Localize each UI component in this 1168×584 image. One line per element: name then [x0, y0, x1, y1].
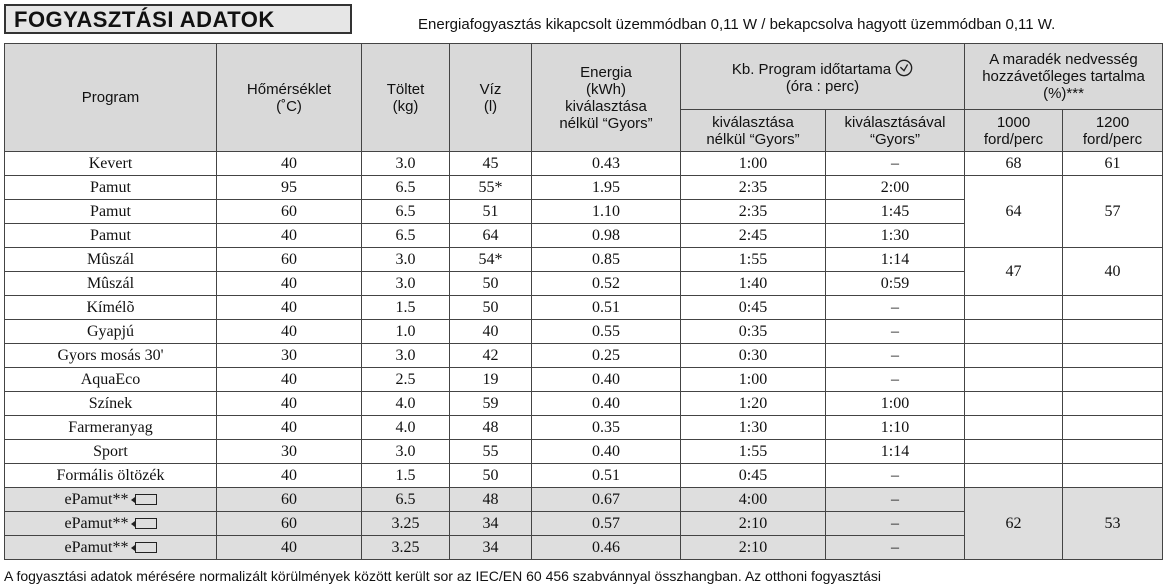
cell-program: Mûszál: [5, 272, 217, 296]
cell-water: 50: [450, 272, 532, 296]
cell-temp: 40: [217, 392, 362, 416]
cell-water: 54*: [450, 248, 532, 272]
cell-moisture-1000: 62: [965, 488, 1063, 560]
cell-temp: 40: [217, 152, 362, 176]
cell-dur-fast: –: [826, 344, 965, 368]
cell-dur-fast: 1:14: [826, 440, 965, 464]
cell-energy: 1.10: [532, 200, 681, 224]
cell-dur-fast: –: [826, 368, 965, 392]
cell-load: 3.0: [362, 248, 450, 272]
cell-dur: 1:00: [681, 368, 826, 392]
cell-load: 3.0: [362, 152, 450, 176]
cell-dur: 0:30: [681, 344, 826, 368]
cell-moisture-1000: 47: [965, 248, 1063, 296]
cell-dur: 2:45: [681, 224, 826, 248]
cell-energy: 0.67: [532, 488, 681, 512]
cell-load: 1.5: [362, 464, 450, 488]
cell-dur: 2:10: [681, 512, 826, 536]
cell-energy: 0.57: [532, 512, 681, 536]
table-row: [5, 464, 1163, 488]
cell-dur-fast: –: [826, 152, 965, 176]
cell-program: Farmeranyag: [5, 416, 217, 440]
cell-dur-fast: 1:10: [826, 416, 965, 440]
cell-load: 1.0: [362, 320, 450, 344]
cell-energy: 0.52: [532, 272, 681, 296]
cell-water: 42: [450, 344, 532, 368]
cell-dur-fast: –: [826, 536, 965, 560]
cell-water: 45: [450, 152, 532, 176]
cell-energy: 0.51: [532, 296, 681, 320]
cell-energy: 0.46: [532, 536, 681, 560]
cell-dur: 2:35: [681, 176, 826, 200]
cell-water: 34: [450, 512, 532, 536]
cell-program: Sport: [5, 440, 217, 464]
cell-load: 3.25: [362, 536, 450, 560]
cell-temp: 60: [217, 200, 362, 224]
cell-load: 3.0: [362, 440, 450, 464]
table-row: [5, 440, 1163, 464]
cell-load: 6.5: [362, 200, 450, 224]
cell-dur: 0:45: [681, 464, 826, 488]
cell-energy: 0.25: [532, 344, 681, 368]
cell-temp: 95: [217, 176, 362, 200]
cell-dur-fast: 1:14: [826, 248, 965, 272]
header-duration-without-fast: kiválasztása nélkül “Gyors”: [681, 110, 826, 152]
cell-program: ePamut**: [5, 488, 217, 512]
cell-program: Gyors mosás 30': [5, 344, 217, 368]
cell-energy: 0.40: [532, 368, 681, 392]
cell-dur-fast: –: [826, 320, 965, 344]
clock-icon: [895, 59, 913, 77]
battery-icon: [135, 542, 157, 553]
cell-dur-fast: –: [826, 512, 965, 536]
cell-load: 6.5: [362, 224, 450, 248]
cell-moisture-1200: 53: [1063, 488, 1163, 560]
cell-water: 64: [450, 224, 532, 248]
cell-program: Pamut: [5, 200, 217, 224]
cell-moisture-empty: [965, 464, 1063, 488]
cell-program: Pamut: [5, 224, 217, 248]
cell-dur-fast: 0:59: [826, 272, 965, 296]
cell-program: Gyapjú: [5, 320, 217, 344]
cell-water: 55*: [450, 176, 532, 200]
header-rpm-1200: 1200 ford/perc: [1063, 110, 1163, 152]
cell-dur-fast: –: [826, 464, 965, 488]
cell-dur-fast: 2:00: [826, 176, 965, 200]
header-residual-moisture: A maradék nedvesség hozzávetőleges tartalma (%)***: [965, 44, 1163, 110]
cell-dur: 4:00: [681, 488, 826, 512]
cell-energy: 0.51: [532, 464, 681, 488]
header-temperature: Hőmérséklet (˚C): [217, 44, 362, 152]
cell-moisture-empty: [1063, 320, 1163, 344]
cell-energy: 0.40: [532, 392, 681, 416]
cell-dur-fast: 1:00: [826, 392, 965, 416]
cell-water: 48: [450, 416, 532, 440]
cell-water: 48: [450, 488, 532, 512]
page-title: FOGYASZTÁSI ADATOK: [4, 4, 352, 34]
table-row: [5, 152, 1163, 176]
cell-water: 34: [450, 536, 532, 560]
cell-program: AquaEco: [5, 368, 217, 392]
cell-load: 4.0: [362, 416, 450, 440]
cell-program: Színek: [5, 392, 217, 416]
cell-dur: 1:55: [681, 248, 826, 272]
cell-dur-fast: –: [826, 488, 965, 512]
cell-moisture-empty: [965, 296, 1063, 320]
cell-program: Kevert: [5, 152, 217, 176]
cell-moisture-empty: [1063, 296, 1163, 320]
cell-moisture-1200: 57: [1063, 176, 1163, 248]
cell-temp: 40: [217, 320, 362, 344]
table-row: [5, 392, 1163, 416]
cell-water: 19: [450, 368, 532, 392]
table-row: [5, 296, 1163, 320]
cell-temp: 40: [217, 272, 362, 296]
cell-energy: 0.85: [532, 248, 681, 272]
cell-temp: 30: [217, 440, 362, 464]
cell-moisture-empty: [965, 344, 1063, 368]
cell-dur: 1:40: [681, 272, 826, 296]
cell-moisture-empty: [1063, 464, 1163, 488]
cell-moisture-empty: [965, 392, 1063, 416]
cell-temp: 60: [217, 248, 362, 272]
header-program: Program: [5, 44, 217, 152]
cell-water: 50: [450, 464, 532, 488]
header-load: Töltet (kg): [362, 44, 450, 152]
cell-moisture-1200: 61: [1063, 152, 1163, 176]
cell-load: 3.25: [362, 512, 450, 536]
table-row: [5, 344, 1163, 368]
cell-temp: 40: [217, 224, 362, 248]
cell-dur: 0:35: [681, 320, 826, 344]
consumption-table: [4, 43, 1163, 560]
cell-dur: 1:20: [681, 392, 826, 416]
cell-moisture-1000: 64: [965, 176, 1063, 248]
cell-program: ePamut**: [5, 512, 217, 536]
cell-moisture-empty: [1063, 416, 1163, 440]
cell-program: Kímélõ: [5, 296, 217, 320]
cell-moisture-empty: [1063, 440, 1163, 464]
table-row: [5, 488, 1163, 512]
cell-moisture-empty: [965, 416, 1063, 440]
cell-water: 55: [450, 440, 532, 464]
cell-program: ePamut**: [5, 536, 217, 560]
footnote: A fogyasztási adatok mérésére normalizált körülmények között került sor az IEC/EN 60 456 szabvánnyal összhangban. Az otthoni fogyasztási: [4, 568, 882, 584]
cell-temp: 40: [217, 296, 362, 320]
cell-moisture-empty: [965, 320, 1063, 344]
cell-energy: 0.98: [532, 224, 681, 248]
table-row: [5, 248, 1163, 272]
cell-load: 3.0: [362, 344, 450, 368]
cell-dur-fast: 1:30: [826, 224, 965, 248]
cell-dur: 2:35: [681, 200, 826, 224]
cell-water: 51: [450, 200, 532, 224]
cell-energy: 1.95: [532, 176, 681, 200]
header-duration-with-fast: kiválasztásával “Gyors”: [826, 110, 965, 152]
cell-water: 59: [450, 392, 532, 416]
table-row: [5, 368, 1163, 392]
cell-program: Formális öltözék: [5, 464, 217, 488]
standby-consumption-note: Energiafogyasztás kikapcsolt üzemmódban 0,11 W / bekapcsolva hagyott üzemmódban 0,11 W.: [418, 16, 1056, 33]
cell-dur: 2:10: [681, 536, 826, 560]
cell-energy: 0.40: [532, 440, 681, 464]
header-rpm-1000: 1000 ford/perc: [965, 110, 1063, 152]
cell-moisture-1200: 40: [1063, 248, 1163, 296]
cell-program: Pamut: [5, 176, 217, 200]
cell-temp: 40: [217, 368, 362, 392]
cell-water: 40: [450, 320, 532, 344]
header-energy: Energia (kWh) kiválasztása nélkül “Gyors”: [532, 44, 681, 152]
cell-load: 1.5: [362, 296, 450, 320]
cell-temp: 40: [217, 416, 362, 440]
table-row: [5, 416, 1163, 440]
cell-load: 6.5: [362, 488, 450, 512]
battery-icon: [135, 494, 157, 505]
cell-energy: 0.43: [532, 152, 681, 176]
cell-water: 50: [450, 296, 532, 320]
cell-dur: 1:30: [681, 416, 826, 440]
cell-load: 2.5: [362, 368, 450, 392]
cell-moisture-empty: [1063, 344, 1163, 368]
cell-energy: 0.55: [532, 320, 681, 344]
cell-temp: 30: [217, 344, 362, 368]
cell-dur-fast: 1:45: [826, 200, 965, 224]
cell-load: 6.5: [362, 176, 450, 200]
cell-moisture-empty: [965, 368, 1063, 392]
cell-moisture-empty: [1063, 368, 1163, 392]
cell-temp: 40: [217, 536, 362, 560]
cell-temp: 60: [217, 488, 362, 512]
table-row: [5, 176, 1163, 200]
cell-dur: 1:00: [681, 152, 826, 176]
header-duration: Kb. Program időtartama (óra : perc): [681, 44, 965, 110]
cell-energy: 0.35: [532, 416, 681, 440]
cell-dur: 0:45: [681, 296, 826, 320]
cell-load: 3.0: [362, 272, 450, 296]
cell-dur: 1:55: [681, 440, 826, 464]
cell-moisture-empty: [1063, 392, 1163, 416]
cell-temp: 60: [217, 512, 362, 536]
battery-icon: [135, 518, 157, 529]
header-water: Víz (l): [450, 44, 532, 152]
cell-dur-fast: –: [826, 296, 965, 320]
cell-load: 4.0: [362, 392, 450, 416]
table-row: [5, 320, 1163, 344]
cell-moisture-empty: [965, 440, 1063, 464]
cell-temp: 40: [217, 464, 362, 488]
cell-program: Mûszál: [5, 248, 217, 272]
cell-moisture-1000: 68: [965, 152, 1063, 176]
